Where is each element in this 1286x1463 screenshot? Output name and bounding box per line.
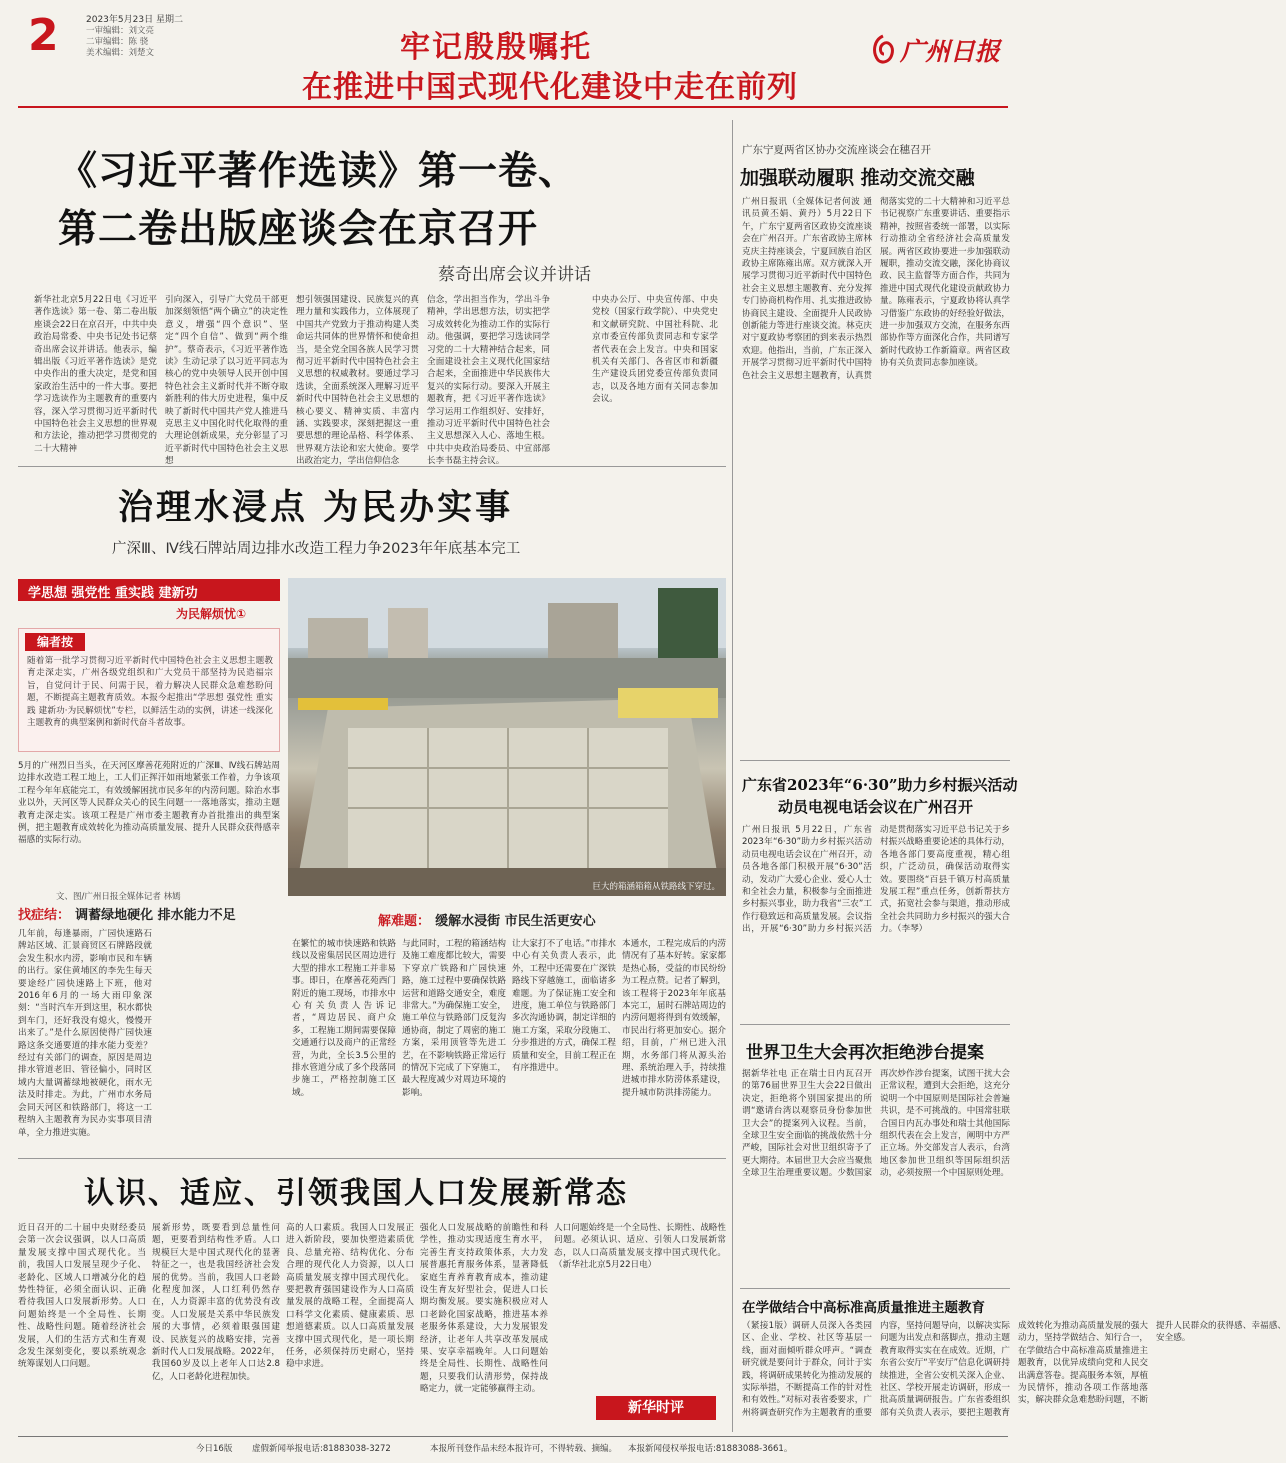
right-column-divider: [732, 120, 733, 1432]
story-3-column-3: 高的人口素质。我国人口发展正进入新阶段，要加快塑造素质优良、总量充裕、结构优化、分布合理的现代化人力资源，以人口高质量发展支撑中国式现代化。要把教育强国建设作为人口高质量发展的战略工程，全面提高人口科学文化素质、健康素质、思想道德素质。以人口高质量发展支撑中国式现代化，是一项长期任务，必须保持历史耐心，坚持稳中求进。: [286, 1223, 414, 1370]
section-2-column-4: 本通水，工程完成后的内涝情况有了基本好转。家家都是热心肠，受益的市民纷纷为工程点赞。记者了解到，该工程将于2023年年底基本完工，届时石牌站周边的内涝问题将得到有效缓解，市民出行将更加安心。据介绍，目前，广州已进入汛期，水务部门将从源头治理、系统治理入手，持续推进城市排水防涝体系建设，提升城市防洪排涝能力。: [622, 939, 726, 1098]
paper-logo: [870, 30, 1010, 70]
story-2-credit: 文、图/广州日报全媒体记者 林嫣: [56, 892, 181, 902]
editor-note-box: [18, 628, 280, 752]
editor-line-2: 二审编辑：陈 骁: [86, 37, 149, 47]
construction-photo: [288, 578, 726, 896]
construction-site-image: [288, 578, 726, 896]
right-story-2-text: 广州日报讯 5月22日，广东省2023年“6·30”助力乡村振兴活动动员电视电话会议在广州召开，动员各地各部门积极开展“6·30”活动，发动广大爱心企业、爱心人士和全社会力量，积极参与全面推进乡村振兴事业，助力我省“三农”工作行稳致远和高质量发展。会议指出，开展“6·30”助力乡村振兴活动是贯彻落实习近平总书记关于乡村振兴战略重要论述的具体行动，各地各部门要高度重视，精心组织，广泛动员，确保活动取得实效。要围绕“百县千镇万村高质量发展工程”重点任务，创新帮扶方式，拓宽社会参与渠道，推动形成全社会共同助力乡村振兴的强大合力。（李琴）: [742, 825, 1010, 935]
section-2-column-3: 让大家打不了电话。”市排水中心有关负责人表示，此外，工程中还需要在广深铁路线下穿越施工，面临诸多难题。为了保证施工安全和进度，施工单位与铁路部门多次沟通协调，制定详细的施工方案，采取分段施工、分步推进的方式，确保工程质量和安全，目前工程正在有序推进中。: [512, 939, 616, 1074]
editor-line-1: 一审编辑：刘文亮: [86, 26, 155, 36]
right-story-1-kicker: 广东宁夏两省区协办交流座谈会在穗召开: [742, 144, 931, 156]
section-2-heading: [378, 910, 718, 930]
right-story-1-text: 广州日报讯（全媒体记者何波 通讯员黄丕娟、黄丹）5月22日下午，广东宁夏两省区政协交流座谈会在广州召开。广东省政协主席林克庆主持座谈会，宁夏回族自治区政协主席陈雍出席。双方就深入开展学习贯彻习近平新时代中国特色社会主义思想主题教育、充分发挥专门协商机构作用、扎实推进政协协商民主建设、全面提升人民政协创新能力等进行座谈交流。林克庆对宁夏政协考察团的到来表示热烈欢迎。他指出，当前，广东正深入开展学习贯彻习近平新时代中国特色社会主义思想主题教育，认真贯彻落实党的二十大精神和习近平总书记视察广东重要讲话、重要指示精神，按照省委统一部署，以实际行动推动全省经济社会高质量发展。两省区政协要进一步加强联动履职，推动交流交融，深化协商议政、民主监督等方面合作，共同为推进中国式现代化建设贡献政协力量。陈雍表示，宁夏政协将认真学习借鉴广东政协的好经验好做法，进一步加强双方交流，在服务东西部协作等方面深化合作，共同谱写新时代政协工作新篇章。两省区政协有关负责同志参加座谈。: [742, 197, 1010, 381]
editor-line-3: 美术编辑：刘楚文: [86, 48, 155, 58]
masthead-divider: [18, 106, 1008, 108]
story-1-column-1: 新华社北京5月22日电《习近平著作选读》第一卷、第二卷出版座谈会22日在京召开，中共中央政治局常委、中央书记处书记蔡奇出席会议并讲话。他表示，编辑出版《习近平著作选读》是党中央作出的重大决定，是党和国家政治生活中的一件大事。要把学习选读作为主题教育的重要内容，深入学习贯彻习近平新时代中国特色社会主义思想的世界观和方法论，推动把学习贯彻党的二十大精神: [34, 295, 157, 454]
section-2-label: 解难题：: [378, 914, 431, 929]
footer-copyright: 本报所刊登作品未经本报许可，不得转载、摘编。: [430, 1444, 618, 1454]
story-1-title-line-1: 《习近平著作选读》第一卷、: [58, 148, 579, 194]
banner-line-2: 在推进中国式现代化建设中走在前列: [302, 70, 798, 105]
section-2-column-1: 在繁忙的城市快速路和铁路线以及密集居民区周边进行大型的排水工程施工并非易事。即日，在摩善花苑西门附近的施工现场，市排水中心有关负责人告诉记者，“周边居民、商户众多，工程施工期间需要保障交通通行以及商户的正常经营，为此，全长3.5公里的排水管道分成了多个段落同步施工，严格控制施工区域。: [292, 939, 396, 1098]
paper-logo-mark-icon: [870, 34, 896, 64]
story-3-column-1: 近日召开的二十届中央财经委员会第一次会议强调，以人口高质量发展支撑中国式现代化。当前，我国人口发展呈现少子化、老龄化、区域人口增减分化的趋势性特征，必须全面认识、正确看待我国人口发展新形势。人口问题始终是一个全局性、长期性、战略性问题。随着经济社会发展，人们的生活方式和生育观念发生深刻变化，要以系统观念统筹谋划人口问题。: [18, 1223, 146, 1370]
masthead: [0, 0, 1024, 112]
story-1: [18, 120, 728, 467]
section-1-text: 几年前，每逢暴雨，广园快速路石牌站区域、汇景商贸区石牌路段就会发生积水内涝，影响市民和车辆的出行。家住黄埔区的李先生每天要途经广园快速路上下班，他对2016年6月的一场大雨印象深刻：“当时汽车开到这里，积水都快到车门，还好我没有熄火，慢慢开出来了。”是什么原因使得广园快速路这条交通要道的排水能力变差？经过有关部门的调查，原因是周边排水管道老旧、管径偏小，同时区域内大量调蓄绿地被硬化，雨水无法及时排走。为此，广州市水务局会同天河区和铁路部门，将这一工程纳入主题教育为民办实事项目清单，全力推进实施。: [18, 929, 152, 1138]
story-1-column-3: 想引领强国建设、民族复兴的真理力量和实践伟力，立体展现了中国共产党致力于推动构建人类命运共同体的世界情怀和使命担当，是全党全国各族人民学习贯彻习近平新时代中国特色社会主义思想的权威教材。要通过学习选读，全面系统深入理解习近平新时代中国特色社会主义思想的核心要义、精神实质、丰富内涵、实践要求，深刻把握这一重要思想的理论品格、科学体系、世界观方法论和宏大使命。要学出政治定力，学出信仰信念: [296, 295, 419, 467]
story-1-column-4: 信念，学出担当作为，学出斗争精神，学出思想方法，切实把学习成效转化为推动工作的实际行动。他强调，要把学习选读同学习党的二十大精神结合起来，同全面建设社会主义现代化国家结合起来，全面推进中华民族伟大复兴的实际行动。要深入开展主题教育，把《习近平著作选读》学习运用工作组织好、安排好，推动习近平新时代中国特色社会主义思想深入人心、落地生根。中共中央政治局委员、中宣部部长李书磊主持会议。: [427, 295, 550, 467]
story-2-bottom-rule: [18, 1158, 726, 1159]
story-3-title: 认识、适应、引领我国人口发展新常态: [84, 1176, 628, 1211]
story-1-bottom-rule: [18, 466, 726, 467]
photo-caption: 巨大的箱涵箱箱从铁路线下穿过。: [592, 882, 720, 892]
section-2-column-2: 与此同时，工程的箱涵结构及施工难度都比较大，需要下穿京广铁路和广园快速路，施工过程中要确保铁路运营和道路交通安全，难度非常大。”为确保施工安全，施工单位与铁路部门反复沟通协商，制定了周密的施工方案，采用顶管等先进工艺，在不影响铁路正常运行的情况下完成了下穿施工，最大程度减少对周边环境的影响。: [402, 939, 506, 1098]
footer-left: 今日16版: [196, 1444, 233, 1454]
story-2-lead: 5月的广州烈日当头，在天河区摩善花苑附近的广深Ⅲ、Ⅳ线石牌站周边排水改造工程工地上，工人们正挥汗如雨地紧张工作着，力争该项工程今年年底能完工，有效缓解困扰市民多年的内涝问题。除治水事业以外，天河区等人民群众关心的民生问题一一落地落实，推动主题教育走深走实。该项工程是广州市委主题教育办首批推出的典型案例，把主题教育成效转化为推动高质量发展、提升人民群众获得感幸福感的实际行动。: [18, 761, 280, 846]
editor-note-text: 随着第一批学习贯彻习近平新时代中国特色社会主义思想主题教育走深走实，广州各级党组织和广大党员干部坚持为民造福宗旨，自觉问计于民、问需于民，着力解决人民群众急难愁盼问题，不断提高主题教育质效。本报今起推出“学思想 强党性 重实践 建新功·为民解烦忧”专栏，以鲜活生动的实例，讲述一线深化主题教育的典型案例和新时代奋斗者故事。: [27, 656, 273, 729]
section-2-title: 缓解水浸街 市民生活更安心: [435, 914, 596, 929]
right-story-2-title-line-1: 广东省2023年“6·30”助力乡村振兴活动: [742, 776, 1018, 794]
date-line: 2023年5月23日 星期二: [86, 15, 183, 25]
paper-name: 广州日报: [900, 37, 1001, 66]
footer-hotline-2: 本报新闻侵权举报电话:81883088-3661。: [628, 1444, 793, 1454]
story-1-title-line-2: 第二卷出版座谈会在京召开: [58, 206, 539, 252]
right-rule-2: [740, 1024, 1010, 1025]
story-2-subtitle: 广深Ⅲ、Ⅳ线石牌站周边排水改造工程力争2023年年底基本完工: [112, 541, 521, 557]
banner-line-1: 牢记殷殷嘱托: [400, 30, 592, 65]
series-tag: [18, 579, 280, 601]
series-tag-label: 学思想 强党性 重实践 建新功: [28, 586, 198, 601]
section-1-title: 调蓄绿地硬化 排水能力不足: [75, 908, 236, 923]
story-2-title: 治理水浸点 为民办实事: [118, 487, 514, 528]
story-1-subtitle: 蔡奇出席会议并讲话: [438, 265, 591, 285]
right-rule-1: [740, 760, 1010, 761]
right-story-4-text: （紧接1版）调研人员深入各类园区、企业、学校、社区等基层一线，面对面倾听群众呼声。“调查研究就是要问计于群众，问计于实践，将调研成果转化为推动发展的实际举措，不断提高工作的针对性和有效性。”对标对表省委要求，广州将调查研究作为主题教育的重要内容，坚持问题导向，以解决实际问题为出发点和落脚点，推动主题教育取得实实在在成效。近期，广东省公安厅“平安厅”信息化调研持续推进，全省公安机关深入企业、社区、学校开展走访调研，形成一批高质量调研报告。广东省委组织部有关负责人表示，要把主题教育成效转化为推动高质量发展的强大动力，坚持学做结合、知行合一，在学做结合中高标准高质量推进主题教育，以优异成绩向党和人民交出满意答卷。提高服务本领，厚植为民情怀，推动各项工作落地落实，解决群众急难愁盼问题，不断提升人民群众的获得感、幸福感、安全感。: [742, 1321, 1286, 1418]
right-story-2-title-line-2: 动员电视电话会议在广州召开: [778, 798, 974, 816]
editor-note-label: 编者按: [25, 633, 85, 651]
section-1-heading: [18, 904, 288, 924]
right-story-1-title: 加强联动履职 推动交流交融: [740, 167, 975, 189]
commentary-label: 新华时评: [596, 1396, 716, 1420]
right-story-3-title: 世界卫生大会再次拒绝涉台提案: [746, 1043, 984, 1063]
section-1-label: 找症结：: [18, 908, 71, 923]
story-3-column-4: 强化人口发展战略的前瞻性和科学性，推动实现适度生育水平，完善生育支持政策体系，大力发展普惠托育服务体系，显著降低家庭生育养育教育成本，推动建设生育友好型社会，促进人口长期均衡发展。要实施积极应对人口老龄化国家战略，推进基本养老服务体系建设，大力发展银发经济，让老年人共享改革发展成果、安享幸福晚年。人口问题始终是全局性、长期性、战略性问题，只要我们认清形势，保持战略定力，就一定能够赢得主动。: [420, 1223, 548, 1395]
section-1-text-cont: [158, 928, 286, 1150]
story-1-column-2: 引向深入，引导广大党员干部更加深刻领悟“两个确立”的决定性意义，增强“四个意识”、坚定“四个自信”、做到“两个维护”。蔡奇表示，《习近平著作选读》生动记录了以习近平同志为核心的党中央领导人民开创中国特色社会主义新时代并不断夺取新胜利的伟大历史进程，集中反映了新时代中国共产党人推进马克思主义中国化时代化取得的重大理论创新成果，充分彰显了习近平新时代中国特色社会主义思想: [165, 295, 288, 467]
right-story-3-text: 据新华社电 正在瑞士日内瓦召开的第76届世界卫生大会22日做出决定，拒绝将个别国家提出的所谓“邀请台湾以观察员身份参加世卫大会”的提案列入议程。当前，全球卫生安全面临的挑战依然十分严峻，国际社会对世卫组织寄予了更大期待。本届世卫大会应当聚焦全球卫生治理重要议题。少数国家再次炒作涉台提案，试图干扰大会正常议程，遭到大会拒绝，这充分说明一个中国原则是国际社会普遍共识，是不可挑战的。中国常驻联合国日内瓦办事处和瑞士其他国际组织代表在会上发言，阐明中方严正立场。外交部发言人表示，台湾地区参加世卫组织等国际组织活动，必须按照一个中国原则处理。: [742, 1069, 1010, 1179]
right-story-4-title: 在学做结合中高标准高质量推进主题教育: [742, 1300, 985, 1316]
footer-hotline-1: 虚假新闻举报电话:81883038-3272: [252, 1444, 391, 1454]
story-1-column-5: 中央办公厅、中央宣传部、中央党校（国家行政学院）、中央党史和文献研究院、中国社科院、北京市委宣传部负责同志和专家学者代表在会上发言。中央和国家机关有关部门、各省区市和新疆生产建设兵团党委宣传部负责同志，以及各地方面有关同志参加会议。: [592, 295, 718, 405]
story-3-column-5: 人口问题始终是一个全局性、长期性、战略性问题。必须认识、适应、引领人口发展新常态，以人口高质量发展支撑中国式现代化。（新华社北京5月22日电）: [554, 1223, 726, 1271]
story-3-column-2: 展新形势，既要看到总量性问题，更要看到结构性矛盾。人口规模巨大是中国式现代化的显著特征之一，也是我国经济社会发展的优势。当前，我国人口老龄化程度加深，人口红利仍然存在，人力资源丰富的优势没有改变。人口发展是关系中华民族发展的大事情，必须着眼强国建设、民族复兴的战略安排，完善新时代人口发展战略。2022年，我国60岁及以上老年人口达2.8亿，人口老龄化进程加快。: [152, 1223, 280, 1382]
right-rule-3: [740, 1288, 1010, 1289]
series-subtitle: 为民解烦忧①: [176, 607, 247, 621]
footer-rule: [18, 1436, 1008, 1437]
page-number: 2: [28, 10, 59, 61]
